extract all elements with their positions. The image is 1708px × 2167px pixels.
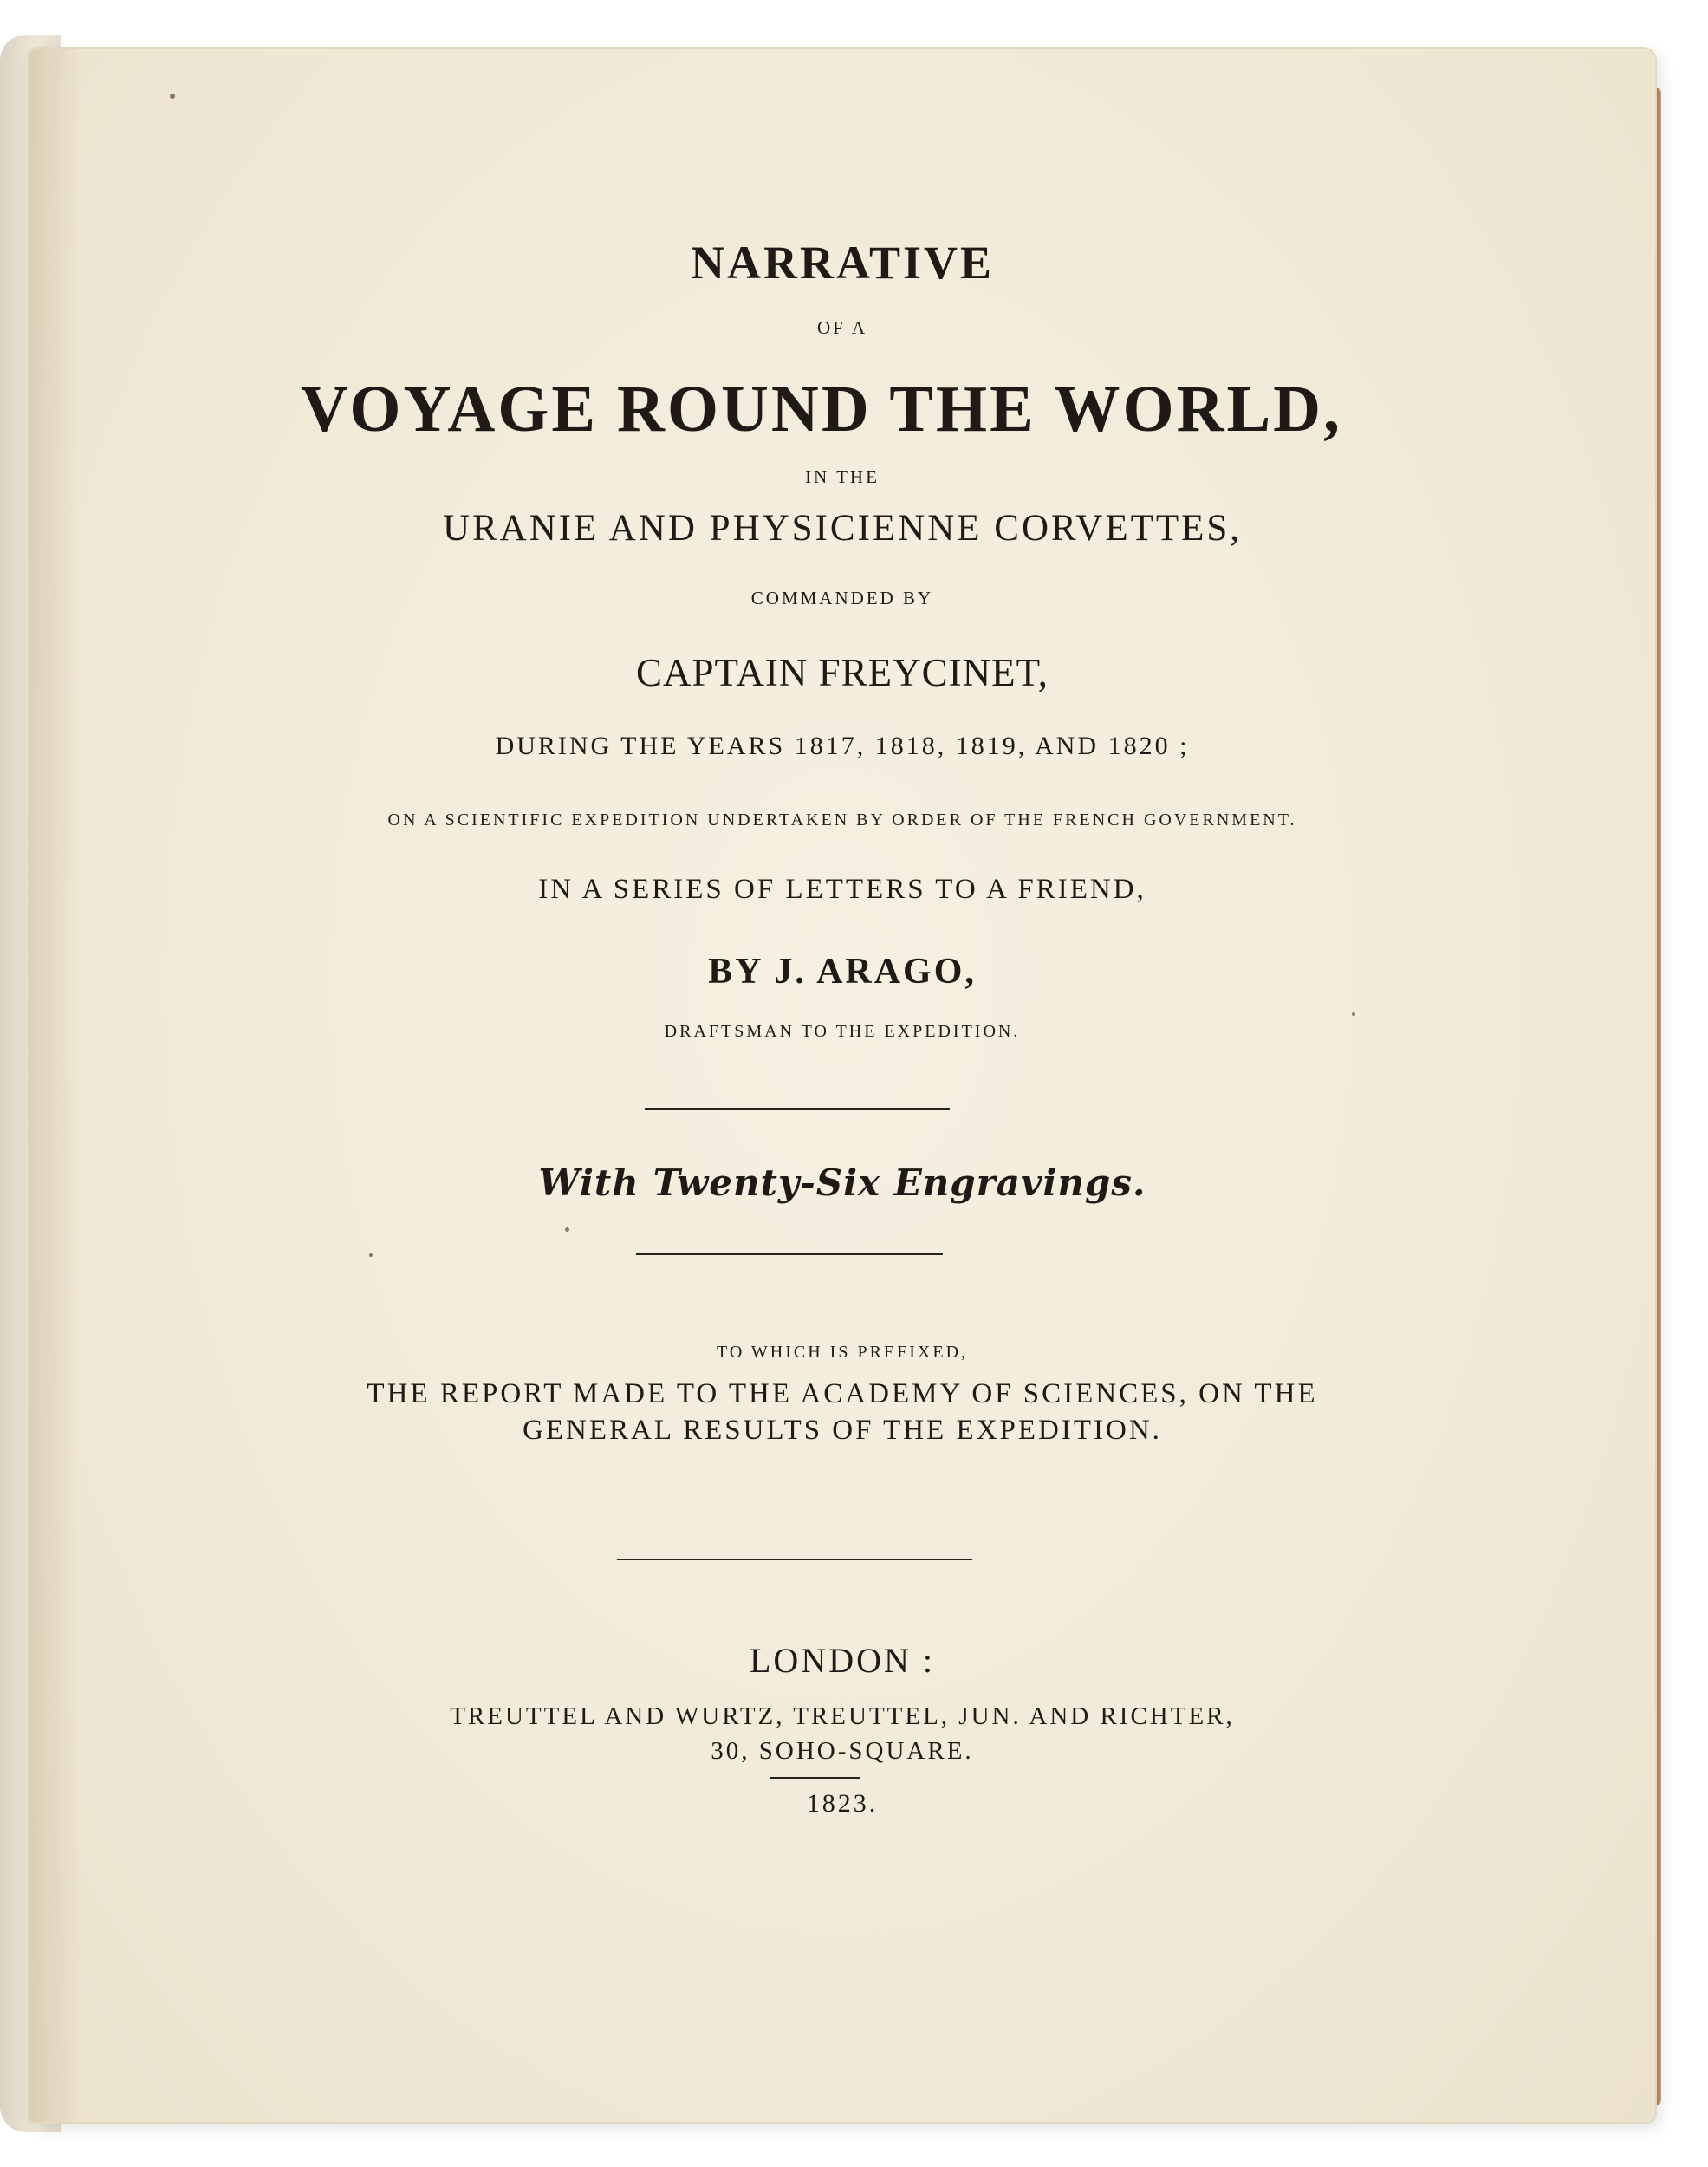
engravings-line: With Twenty-Six Engravings.	[538, 1162, 1146, 1204]
report-line-2: GENERAL RESULTS OF THE EXPEDITION.	[523, 1415, 1162, 1446]
paper-speck	[565, 1227, 569, 1232]
series-line: IN A SERIES OF LETTERS TO A FRIEND,	[538, 874, 1146, 905]
paper-speck	[369, 1253, 373, 1257]
of-a-text: OF A	[816, 317, 868, 338]
captain-line: CAPTAIN FREYCINET,	[635, 651, 1049, 694]
title: NARRATIVE	[690, 237, 995, 289]
author-line: BY J. ARAGO,	[708, 952, 977, 992]
year-line: 1823.	[806, 1789, 879, 1818]
city-line: LONDON :	[750, 1641, 935, 1680]
ships-line: URANIE AND PHYSICIENNE CORVETTES,	[442, 508, 1243, 549]
divider-rule	[770, 1777, 860, 1779]
main-title: VOYAGE ROUND THE WORLD,	[300, 373, 1343, 446]
paper-speck	[1352, 1012, 1355, 1016]
address-line: 30, SOHO-SQUARE.	[711, 1737, 974, 1765]
author-role: DRAFTSMAN TO THE EXPEDITION.	[664, 1022, 1021, 1041]
expedition-line: ON A SCIENTIFIC EXPEDITION UNDERTAKEN BY ORDER OF THE FRENCH GOVERNMENT.	[387, 810, 1297, 830]
divider-rule	[636, 1253, 943, 1255]
commanded-by-text: COMMANDED BY	[750, 588, 934, 608]
divider-rule	[645, 1108, 950, 1110]
paper-speck	[170, 94, 175, 99]
divider-rule	[617, 1559, 972, 1560]
in-the-text: IN THE	[805, 466, 880, 487]
report-line-1: THE REPORT MADE TO THE ACADEMY OF SCIENCES, ON THE	[367, 1378, 1318, 1409]
publisher-line: TREUTTEL AND WURTZ, TREUTTEL, JUN. AND RICHTER,	[450, 1702, 1235, 1730]
prefixed-text: TO WHICH IS PREFIXED,	[716, 1343, 969, 1362]
title-page	[29, 49, 1655, 2122]
years-line: DURING THE YEARS 1817, 1818, 1819, AND 1820 ;	[495, 732, 1190, 760]
